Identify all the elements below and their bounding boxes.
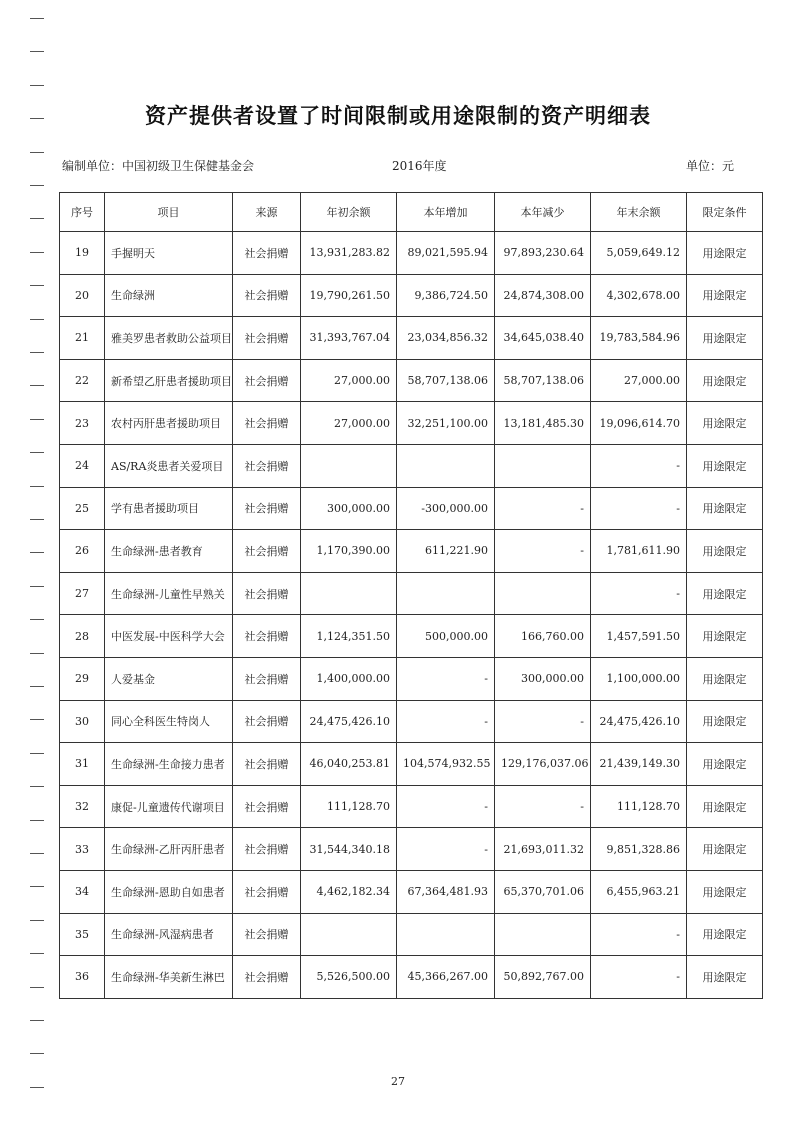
- closing-balance-cell: 27,000.00: [591, 359, 687, 402]
- source-cell: 社会捐赠: [233, 402, 301, 445]
- table-row: [60, 700, 763, 743]
- table-header-row: [60, 193, 763, 232]
- header-increase: 本年增加: [397, 193, 495, 232]
- decrease-cell: 300,000.00: [495, 657, 591, 700]
- increase-cell: [397, 913, 495, 956]
- opening-balance-cell: [301, 444, 397, 487]
- header-condition: 限定条件: [687, 193, 763, 232]
- increase-cell: 9,386,724.50: [397, 274, 495, 317]
- header-item: 项目: [105, 193, 233, 232]
- increase-cell: -: [397, 785, 495, 828]
- binding-mark: [30, 51, 44, 52]
- table-row: [60, 743, 763, 786]
- source-cell: 社会捐赠: [233, 870, 301, 913]
- closing-balance-cell: -: [591, 572, 687, 615]
- opening-balance-cell: 24,475,426.10: [301, 700, 397, 743]
- header-no: 序号: [60, 193, 105, 232]
- table-row: [60, 572, 763, 615]
- decrease-cell: 97,893,230.64: [495, 232, 591, 275]
- increase-cell: -: [397, 700, 495, 743]
- opening-balance-cell: [301, 913, 397, 956]
- binding-mark: [30, 519, 44, 520]
- decrease-cell: -: [495, 487, 591, 530]
- item-name-cell: 中医发展-中医科学大会: [105, 615, 233, 658]
- row-number-cell: 36: [60, 956, 105, 999]
- source-cell: 社会捐赠: [233, 956, 301, 999]
- decrease-cell: -: [495, 700, 591, 743]
- source-cell: 社会捐赠: [233, 530, 301, 573]
- increase-cell: 45,366,267.00: [397, 956, 495, 999]
- opening-balance-cell: 4,462,182.34: [301, 870, 397, 913]
- item-name-cell: 手握明天: [105, 232, 233, 275]
- opening-balance-cell: 5,526,500.00: [301, 956, 397, 999]
- closing-balance-cell: 5,059,649.12: [591, 232, 687, 275]
- table-row: [60, 402, 763, 445]
- binding-mark: [30, 586, 44, 587]
- binding-mark: [30, 185, 44, 186]
- closing-balance-cell: 1,457,591.50: [591, 615, 687, 658]
- restriction-condition-cell: 用途限定: [687, 317, 763, 360]
- opening-balance-cell: 31,544,340.18: [301, 828, 397, 871]
- increase-cell: -: [397, 828, 495, 871]
- table-row: [60, 487, 763, 530]
- binding-mark: [30, 686, 44, 687]
- source-cell: 社会捐赠: [233, 700, 301, 743]
- opening-balance-cell: 31,393,767.04: [301, 317, 397, 360]
- opening-balance-cell: 27,000.00: [301, 359, 397, 402]
- year-label: 2016年度: [392, 159, 447, 173]
- row-number-cell: 33: [60, 828, 105, 871]
- source-cell: 社会捐赠: [233, 785, 301, 828]
- row-number-cell: 24: [60, 444, 105, 487]
- binding-mark: [30, 619, 44, 620]
- restriction-condition-cell: 用途限定: [687, 700, 763, 743]
- binding-mark: [30, 285, 44, 286]
- binding-mark: [30, 319, 44, 320]
- source-cell: 社会捐赠: [233, 913, 301, 956]
- restriction-condition-cell: 用途限定: [687, 870, 763, 913]
- increase-cell: 23,034,856.32: [397, 317, 495, 360]
- restriction-condition-cell: 用途限定: [687, 572, 763, 615]
- restriction-condition-cell: 用途限定: [687, 232, 763, 275]
- increase-cell: 32,251,100.00: [397, 402, 495, 445]
- header-closing-balance: 年末余额: [591, 193, 687, 232]
- binding-mark: [30, 486, 44, 487]
- restriction-condition-cell: 用途限定: [687, 785, 763, 828]
- item-name-cell: 新希望乙肝患者援助项目: [105, 359, 233, 402]
- header-source: 来源: [233, 193, 301, 232]
- item-name-cell: 康促-儿童遗传代谢项目: [105, 785, 233, 828]
- restriction-condition-cell: 用途限定: [687, 444, 763, 487]
- binding-mark: [30, 920, 44, 921]
- source-cell: 社会捐赠: [233, 657, 301, 700]
- table-row: [60, 444, 763, 487]
- restriction-condition-cell: 用途限定: [687, 657, 763, 700]
- binding-mark: [30, 653, 44, 654]
- closing-balance-cell: 24,475,426.10: [591, 700, 687, 743]
- row-number-cell: 19: [60, 232, 105, 275]
- row-number-cell: 35: [60, 913, 105, 956]
- binding-mark: [30, 252, 44, 253]
- item-name-cell: 学有患者援助项目: [105, 487, 233, 530]
- document-title: 资产提供者设置了时间限制或用途限制的资产明细表: [145, 103, 651, 128]
- table-row: [60, 615, 763, 658]
- binding-mark: [30, 853, 44, 854]
- item-name-cell: 生命绿洲-风湿病患者: [105, 913, 233, 956]
- organization-label: 编制单位：中国初级卫生保健基金会: [62, 159, 255, 173]
- opening-balance-cell: [301, 572, 397, 615]
- binding-mark: [30, 987, 44, 988]
- item-name-cell: AS/RA炎患者关爱项目: [105, 444, 233, 487]
- binding-mark: [30, 1020, 44, 1021]
- binding-mark: [30, 385, 44, 386]
- restriction-condition-cell: 用途限定: [687, 828, 763, 871]
- item-name-cell: 生命绿洲-华美新生淋巴: [105, 956, 233, 999]
- binding-mark: [30, 552, 44, 553]
- binding-mark: [30, 820, 44, 821]
- source-cell: 社会捐赠: [233, 274, 301, 317]
- increase-cell: 58,707,138.06: [397, 359, 495, 402]
- row-number-cell: 28: [60, 615, 105, 658]
- opening-balance-cell: 13,931,283.82: [301, 232, 397, 275]
- source-cell: 社会捐赠: [233, 828, 301, 871]
- opening-balance-cell: 300,000.00: [301, 487, 397, 530]
- header-decrease: 本年减少: [495, 193, 591, 232]
- binding-mark: [30, 753, 44, 754]
- restriction-condition-cell: 用途限定: [687, 956, 763, 999]
- decrease-cell: 58,707,138.06: [495, 359, 591, 402]
- table-row: [60, 274, 763, 317]
- closing-balance-cell: 6,455,963.21: [591, 870, 687, 913]
- item-name-cell: 雅美罗患者救助公益项目: [105, 317, 233, 360]
- table-row: [60, 913, 763, 956]
- increase-cell: 104,574,932.55: [397, 743, 495, 786]
- binding-mark: [30, 452, 44, 453]
- restriction-condition-cell: 用途限定: [687, 359, 763, 402]
- increase-cell: 500,000.00: [397, 615, 495, 658]
- row-number-cell: 20: [60, 274, 105, 317]
- closing-balance-cell: 21,439,149.30: [591, 743, 687, 786]
- restriction-condition-cell: 用途限定: [687, 530, 763, 573]
- table-row: [60, 359, 763, 402]
- row-number-cell: 23: [60, 402, 105, 445]
- binding-mark: [30, 419, 44, 420]
- source-cell: 社会捐赠: [233, 487, 301, 530]
- table-row: [60, 530, 763, 573]
- closing-balance-cell: 1,100,000.00: [591, 657, 687, 700]
- source-cell: 社会捐赠: [233, 572, 301, 615]
- increase-cell: 89,021,595.94: [397, 232, 495, 275]
- unit-label: 单位：元: [686, 159, 735, 173]
- source-cell: 社会捐赠: [233, 444, 301, 487]
- row-number-cell: 26: [60, 530, 105, 573]
- decrease-cell: [495, 913, 591, 956]
- header-opening-balance: 年初余额: [301, 193, 397, 232]
- binding-mark: [30, 719, 44, 720]
- restriction-condition-cell: 用途限定: [687, 743, 763, 786]
- source-cell: 社会捐赠: [233, 743, 301, 786]
- binding-margin: [0, 0, 40, 1125]
- increase-cell: [397, 444, 495, 487]
- restriction-condition-cell: 用途限定: [687, 274, 763, 317]
- closing-balance-cell: -: [591, 956, 687, 999]
- table-row: [60, 828, 763, 871]
- row-number-cell: 31: [60, 743, 105, 786]
- item-name-cell: 生命绿洲: [105, 274, 233, 317]
- row-number-cell: 30: [60, 700, 105, 743]
- table-row: [60, 956, 763, 999]
- item-name-cell: 农村丙肝患者援助项目: [105, 402, 233, 445]
- table-row: [60, 317, 763, 360]
- decrease-cell: 129,176,037.06: [495, 743, 591, 786]
- source-cell: 社会捐赠: [233, 317, 301, 360]
- opening-balance-cell: 27,000.00: [301, 402, 397, 445]
- restriction-condition-cell: 用途限定: [687, 487, 763, 530]
- item-name-cell: 生命绿洲-儿童性早熟关: [105, 572, 233, 615]
- binding-mark: [30, 352, 44, 353]
- row-number-cell: 25: [60, 487, 105, 530]
- decrease-cell: 166,760.00: [495, 615, 591, 658]
- binding-mark: [30, 152, 44, 153]
- binding-mark: [30, 218, 44, 219]
- binding-mark: [30, 886, 44, 887]
- item-name-cell: 人爱基金: [105, 657, 233, 700]
- item-name-cell: 生命绿洲-患者教育: [105, 530, 233, 573]
- row-number-cell: 22: [60, 359, 105, 402]
- closing-balance-cell: 4,302,678.00: [591, 274, 687, 317]
- opening-balance-cell: 1,170,390.00: [301, 530, 397, 573]
- binding-mark: [30, 953, 44, 954]
- decrease-cell: 65,370,701.06: [495, 870, 591, 913]
- decrease-cell: [495, 572, 591, 615]
- opening-balance-cell: 46,040,253.81: [301, 743, 397, 786]
- closing-balance-cell: -: [591, 913, 687, 956]
- table-row: [60, 657, 763, 700]
- increase-cell: -300,000.00: [397, 487, 495, 530]
- binding-mark: [30, 1053, 44, 1054]
- item-name-cell: 生命绿洲-乙肝丙肝患者: [105, 828, 233, 871]
- restriction-condition-cell: 用途限定: [687, 913, 763, 956]
- decrease-cell: 13,181,485.30: [495, 402, 591, 445]
- increase-cell: -: [397, 657, 495, 700]
- opening-balance-cell: 1,124,351.50: [301, 615, 397, 658]
- decrease-cell: 24,874,308.00: [495, 274, 591, 317]
- table-row: [60, 232, 763, 275]
- decrease-cell: -: [495, 530, 591, 573]
- increase-cell: [397, 572, 495, 615]
- decrease-cell: [495, 444, 591, 487]
- row-number-cell: 29: [60, 657, 105, 700]
- page-number: 27: [391, 1075, 405, 1088]
- source-cell: 社会捐赠: [233, 615, 301, 658]
- restriction-condition-cell: 用途限定: [687, 615, 763, 658]
- row-number-cell: 34: [60, 870, 105, 913]
- binding-mark: [30, 18, 44, 19]
- closing-balance-cell: -: [591, 444, 687, 487]
- item-name-cell: 同心全科医生特岗人: [105, 700, 233, 743]
- source-cell: 社会捐赠: [233, 359, 301, 402]
- closing-balance-cell: 1,781,611.90: [591, 530, 687, 573]
- closing-balance-cell: 9,851,328.86: [591, 828, 687, 871]
- opening-balance-cell: 1,400,000.00: [301, 657, 397, 700]
- decrease-cell: 34,645,038.40: [495, 317, 591, 360]
- decrease-cell: -: [495, 785, 591, 828]
- binding-mark: [30, 786, 44, 787]
- table-row: [60, 785, 763, 828]
- row-number-cell: 27: [60, 572, 105, 615]
- decrease-cell: 21,693,011.32: [495, 828, 591, 871]
- item-name-cell: 生命绿洲-恩助自如患者: [105, 870, 233, 913]
- opening-balance-cell: 19,790,261.50: [301, 274, 397, 317]
- table-row: [60, 870, 763, 913]
- row-number-cell: 21: [60, 317, 105, 360]
- closing-balance-cell: 111,128.70: [591, 785, 687, 828]
- binding-mark: [30, 85, 44, 86]
- source-cell: 社会捐赠: [233, 232, 301, 275]
- closing-balance-cell: 19,783,584.96: [591, 317, 687, 360]
- item-name-cell: 生命绿洲-生命接力患者: [105, 743, 233, 786]
- increase-cell: 611,221.90: [397, 530, 495, 573]
- restriction-condition-cell: 用途限定: [687, 402, 763, 445]
- increase-cell: 67,364,481.93: [397, 870, 495, 913]
- row-number-cell: 32: [60, 785, 105, 828]
- decrease-cell: 50,892,767.00: [495, 956, 591, 999]
- restricted-assets-table: [59, 192, 763, 999]
- opening-balance-cell: 111,128.70: [301, 785, 397, 828]
- closing-balance-cell: 19,096,614.70: [591, 402, 687, 445]
- closing-balance-cell: -: [591, 487, 687, 530]
